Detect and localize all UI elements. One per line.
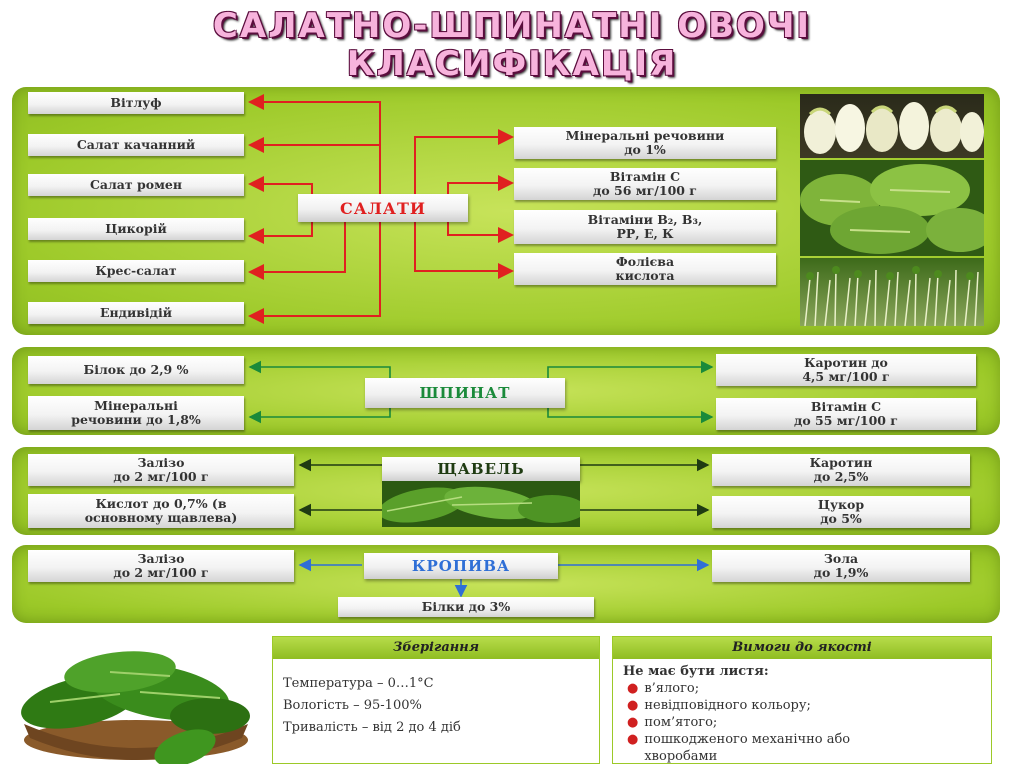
- sorrel-acids: Кислот до 0,7% (в основному щавлева): [28, 494, 294, 528]
- salad-fact-vitamin-c: Вітамін С до 56 мг/100 г: [514, 168, 776, 200]
- salad-item-cress: Крес-салат: [28, 260, 244, 282]
- sorrel-iron: Залізо до 2 мг/100 г: [28, 454, 294, 486]
- spinach-bowl-photo: [10, 632, 262, 764]
- salad-item-vitluf: Вітлуф: [28, 92, 244, 114]
- salad-fact-vitamins: Вітаміни В₂, В₃, РР, Е, К: [514, 210, 776, 244]
- salad-item-romaine: Салат ромен: [28, 174, 244, 196]
- page-title-line1: САЛАТНО-ШПИНАТНІ ОВОЧІ: [212, 6, 812, 46]
- storage-title: Зберігання: [273, 637, 599, 659]
- salads-hub: САЛАТИ: [298, 194, 468, 222]
- nettle-ash: Зола до 1,9%: [712, 550, 970, 582]
- sorrel-hub: ЩАВЕЛЬ: [382, 457, 580, 481]
- vitluf-photo: [800, 94, 984, 158]
- salad-fact-minerals: Мінеральні речовини до 1%: [514, 127, 776, 159]
- quality-item: ● пом’ятого;: [627, 715, 718, 730]
- quality-item: ● невідповідного кольору;: [627, 698, 811, 713]
- sorrel-carotene: Каротин до 2,5%: [712, 454, 970, 486]
- spinach-vitamin-c: Вітамін С до 55 мг/100 г: [716, 398, 976, 430]
- salad-item-chicory: Цикорій: [28, 218, 244, 240]
- salad-fact-folic-acid: Фолієва кислота: [514, 253, 776, 285]
- storage-temperature: Температура – 0…1°С: [283, 676, 434, 691]
- storage-humidity: Вологість – 95-100%: [283, 698, 422, 713]
- lettuce-photo: [800, 160, 984, 256]
- storage-card: [272, 636, 600, 764]
- page-title-line2: КЛАСИФІКАЦІЯ: [346, 44, 678, 84]
- sorrel-sugar: Цукор до 5%: [712, 496, 970, 528]
- quality-intro: Не має бути листя:: [623, 664, 769, 679]
- sorrel-photo: [382, 481, 580, 527]
- salad-item-endive: Ендивідій: [28, 302, 244, 324]
- spinach-protein: Білок до 2,9 %: [28, 356, 244, 384]
- nettle-hub: КРОПИВА: [364, 553, 558, 579]
- spinach-carotene: Каротин до 4,5 мг/100 г: [716, 354, 976, 386]
- quality-card: [612, 636, 992, 764]
- storage-duration: Тривалість – від 2 до 4 діб: [283, 720, 461, 735]
- quality-item: ● пошкодженого механічно або хворобами: [627, 732, 851, 764]
- nettle-protein: Білки до 3%: [338, 597, 594, 617]
- quality-item: ● в’ялого;: [627, 681, 700, 696]
- nettle-iron: Залізо до 2 мг/100 г: [28, 550, 294, 582]
- spinach-minerals: Мінеральні речовини до 1,8%: [28, 396, 244, 430]
- cress-photo: [800, 258, 984, 326]
- spinach-hub: ШПИНАТ: [365, 378, 565, 408]
- quality-title: Вимоги до якості: [613, 637, 991, 659]
- salad-item-head-lettuce: Салат качанний: [28, 134, 244, 156]
